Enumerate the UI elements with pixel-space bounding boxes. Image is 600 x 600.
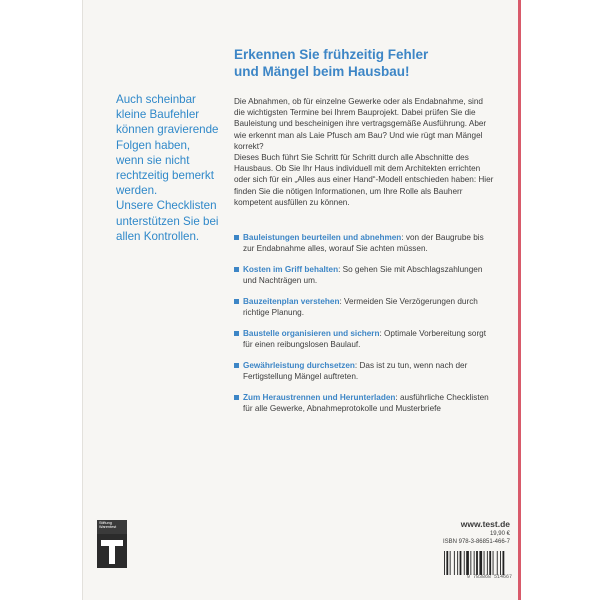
- bullet-item: [234, 360, 496, 382]
- bullet-text: : So gehen Sie mit Abschlagszahlungen und Nachträgen um.: [243, 264, 483, 286]
- main-text: [234, 96, 496, 208]
- bullet-text: : Vermeiden Sie Verzögerungen durch richtige Planung.: [243, 296, 478, 318]
- bullet-keyword: Baustelle organisieren und sichern: [243, 328, 380, 338]
- bullet-text: : von der Baugrube bis zur Endabnahme alles, worauf Sie achten müssen.: [243, 233, 484, 254]
- bullet-text: : Optimale Vorbereitung sorgt für einen reibungslosen Baulauf.: [243, 328, 486, 349]
- logo-t-icon: [97, 534, 127, 568]
- bullet-square-icon: [234, 363, 239, 368]
- bullet-item: [234, 328, 496, 350]
- headline-line-2: und Mängel beim Hausbau!: [234, 64, 410, 79]
- headline: [234, 46, 504, 80]
- bullet-text: : Das ist zu tun, wenn nach der Fertigstellung Mängel auftreten.: [243, 360, 468, 381]
- bullet-square-icon: [234, 299, 239, 304]
- side-text: [116, 92, 220, 244]
- bullet-square-icon: [234, 331, 239, 336]
- main-text-paragraph-1: Die Abnahmen, ob für einzelne Gewerke oder als Endabnahme, sind die wichtigsten Termine bei Ihrem Bauprojekt. Dabei prüfen Sie die Bauleistung und bescheinigen ihre vertragsgemäße Ausführung. Aber wie erkennt man als Laie Pfusch am Bau? Und wie rügt man Mängel korrekt?: [234, 97, 487, 151]
- shop-info: [400, 519, 510, 546]
- bullet-item: [234, 296, 496, 318]
- logo-line-2: Warentest: [99, 525, 117, 530]
- logo-t-shape: [97, 534, 127, 568]
- website-url[interactable]: www.test.de: [460, 519, 510, 529]
- bullet-item: [234, 264, 496, 286]
- bullet-item: [234, 392, 496, 414]
- barcode-number: 9 783868 514667: [466, 574, 512, 580]
- bullet-list: [234, 232, 496, 423]
- bullet-keyword: Kosten im Griff behalten: [243, 264, 339, 274]
- price: 19,90 €: [489, 531, 510, 537]
- bullet-square-icon: [234, 267, 239, 272]
- isbn: ISBN 978-3-86851-466-7: [442, 539, 510, 545]
- bullet-keyword: Bauzeitenplan verstehen: [243, 296, 340, 306]
- side-text-paragraph-2: Unsere Checklisten unterstützen Sie bei allen Kontrollen.: [116, 199, 219, 243]
- stiftung-warentest-logo: [97, 520, 127, 568]
- spine-edge: [518, 0, 521, 600]
- bullet-keyword: Gewährleistung durchsetzen: [243, 360, 355, 370]
- bullet-square-icon: [234, 235, 239, 240]
- logo-line-1: Stiftung: [99, 521, 112, 525]
- bullet-text: : ausführliche Checklisten für alle Gewerke, Abnahmeprotokolle und Musterbriefe: [243, 392, 489, 413]
- headline-line-1: Erkennen Sie frühzeitig Fehler: [234, 47, 429, 62]
- logo-label: [97, 520, 127, 534]
- bullet-keyword: Zum Heraustrennen und Herunterladen: [243, 392, 396, 402]
- barcode-icon: [442, 551, 512, 575]
- bullet-square-icon: [234, 395, 239, 400]
- main-text-paragraph-2: Dieses Buch führt Sie Schritt für Schritt durch alle Abschnitte des Hausbaus. Ob Sie Ihr Haus individuell mit dem Architekten errichten oder sich für ein „Alles aus einer Hand“-Modell entschieden haben: Hier finden Sie die nötigen Informationen, um Ihre Rolle als Bauherr kompetent ausfüllen zu können.: [234, 153, 494, 207]
- bullet-item: [234, 232, 496, 254]
- side-text-paragraph-1: Auch scheinbar kleine Baufehler können gravierende Folgen haben, wenn sie nicht rechtzeitig bemerkt werden.: [116, 93, 219, 198]
- bullet-keyword: Bauleistungen beurteilen und abnehmen: [243, 233, 402, 242]
